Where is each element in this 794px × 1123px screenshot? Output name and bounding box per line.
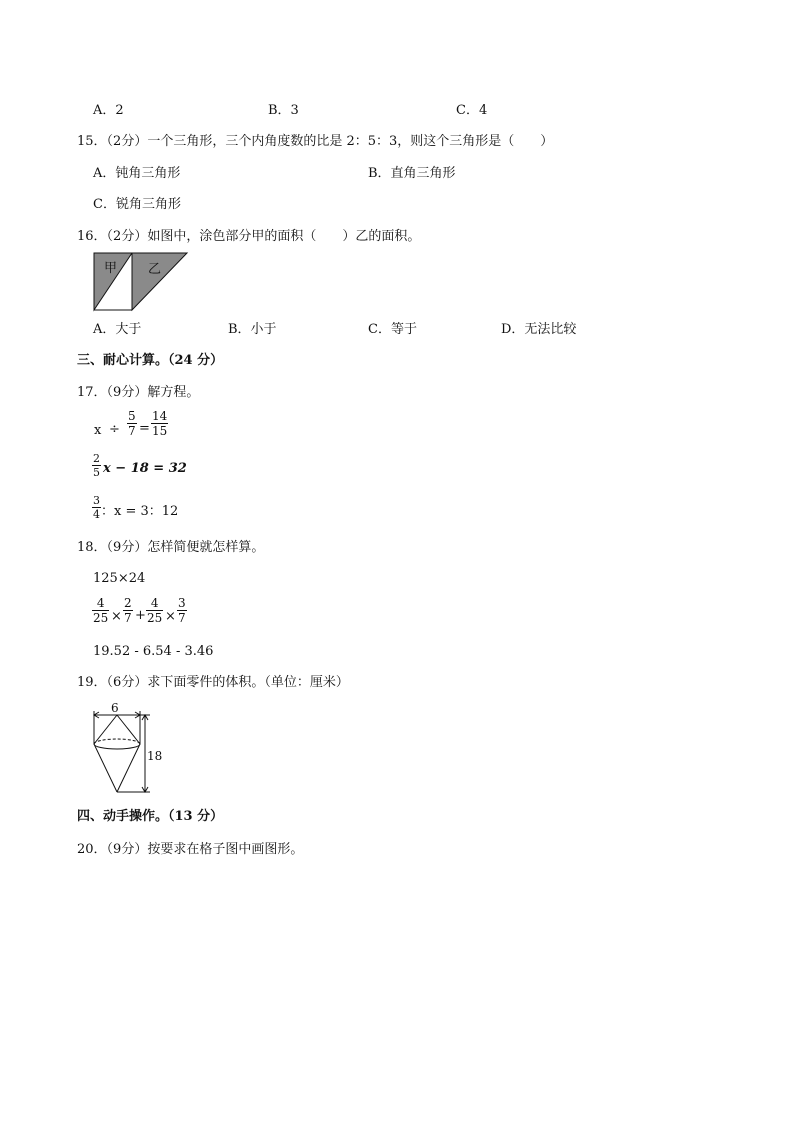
q19-upper-cone-left [94, 715, 117, 744]
q17-eq1-frac2-den: 15 [152, 424, 168, 438]
q20-stem: 20．（9分）按要求在格子图中画图形。 [77, 842, 304, 857]
q14-option-b: B．3 [268, 103, 299, 118]
q19-stem: 19．（6分）求下面零件的体积。（单位：厘米） [77, 675, 349, 690]
q15-stem: 15．（2分）一个三角形，三个内角度数的比是 2：5：3，则这个三角形是（ ） [77, 134, 554, 149]
q17-eq1-frac1-num: 5 [128, 409, 136, 423]
q19-height-label: 18 [147, 749, 163, 763]
q18-expr2-c-den: 25 [147, 611, 163, 625]
q17-eq3-rest: ：x = 3：12 [101, 504, 179, 519]
q17-eq1-frac1-den: 7 [128, 424, 136, 438]
q18-expr2-op2: + [135, 608, 146, 623]
q17-stem: 17．（9分）解方程。 [77, 385, 200, 400]
q17-eq3-frac-num: 3 [93, 494, 100, 507]
q18-expr2-c-num: 4 [150, 596, 159, 610]
q18-expr2-d-num: 3 [178, 596, 186, 610]
q18-expr3: 19.52 - 6.54 - 3.46 [93, 644, 214, 659]
q17-eq3-frac-den: 4 [93, 508, 100, 521]
q18-expr2-frac-c [146, 597, 163, 624]
q15-option-b: B．直角三角形 [368, 166, 456, 181]
section3-title: 三、耐心计算。（24 分） [77, 353, 224, 368]
q19-width-label: 6 [111, 701, 119, 715]
q19-lower-cone-right [117, 744, 140, 792]
q18-expr2-frac-d [177, 597, 187, 624]
q19-base-back [94, 739, 140, 744]
q16-label-jia: 甲 [104, 261, 118, 276]
q18-expr2-a-den: 25 [93, 611, 109, 625]
q17-eq1-frac2 [151, 410, 168, 437]
q18-expr2-a-num: 4 [96, 596, 105, 610]
q17-eq3-frac [92, 495, 101, 520]
q17-eq1-frac1 [127, 410, 137, 437]
q18-expr2-op1: × [111, 609, 122, 624]
q19-lower-cone-left [94, 744, 117, 792]
q17-eq2-frac-num: 2 [93, 452, 100, 465]
q16-option-a: A．大于 [93, 322, 142, 337]
q18-expr1: 125×24 [93, 571, 146, 586]
q14-option-c: C．4 [456, 103, 488, 118]
section4-title: 四、动手操作。（13 分） [77, 809, 224, 824]
q17-eq1-equals: = [139, 421, 150, 436]
q18-expr2-d-den: 7 [178, 611, 186, 625]
q18-expr2-frac-b [123, 597, 133, 624]
q14-option-a: A．2 [93, 103, 124, 118]
q16-option-c: C．等于 [368, 322, 417, 337]
q17-eq1-div: ÷ [109, 422, 120, 437]
q18-expr2-b-num: 2 [124, 596, 132, 610]
q17-eq2-frac [92, 453, 101, 478]
q15-option-a: A．钝角三角形 [93, 166, 181, 181]
q17-eq2-rest: x − 18 = 32 [103, 461, 187, 476]
q17-eq1-frac2-num: 14 [152, 409, 168, 423]
q17-eq1-x: x [94, 423, 102, 438]
q18-expr2-op3: × [165, 609, 176, 624]
q17-eq2-frac-den: 5 [93, 466, 100, 479]
q18-expr2-b-den: 7 [124, 611, 132, 625]
q15-option-c: C．锐角三角形 [93, 197, 181, 212]
q16-option-d: D．无法比较 [501, 322, 577, 337]
q18-stem: 18．（9分）怎样简便就怎样算。 [77, 540, 265, 555]
q19-base-front [94, 744, 140, 749]
q18-expr2-frac-a [92, 597, 109, 624]
q16-label-yi: 乙 [148, 262, 162, 277]
q19-figure [90, 702, 170, 798]
q16-figure [93, 252, 189, 312]
q16-option-b: B．小于 [228, 322, 277, 337]
q16-stem: 16．（2分）如图中，涂色部分甲的面积（ ）乙的面积。 [77, 229, 421, 244]
